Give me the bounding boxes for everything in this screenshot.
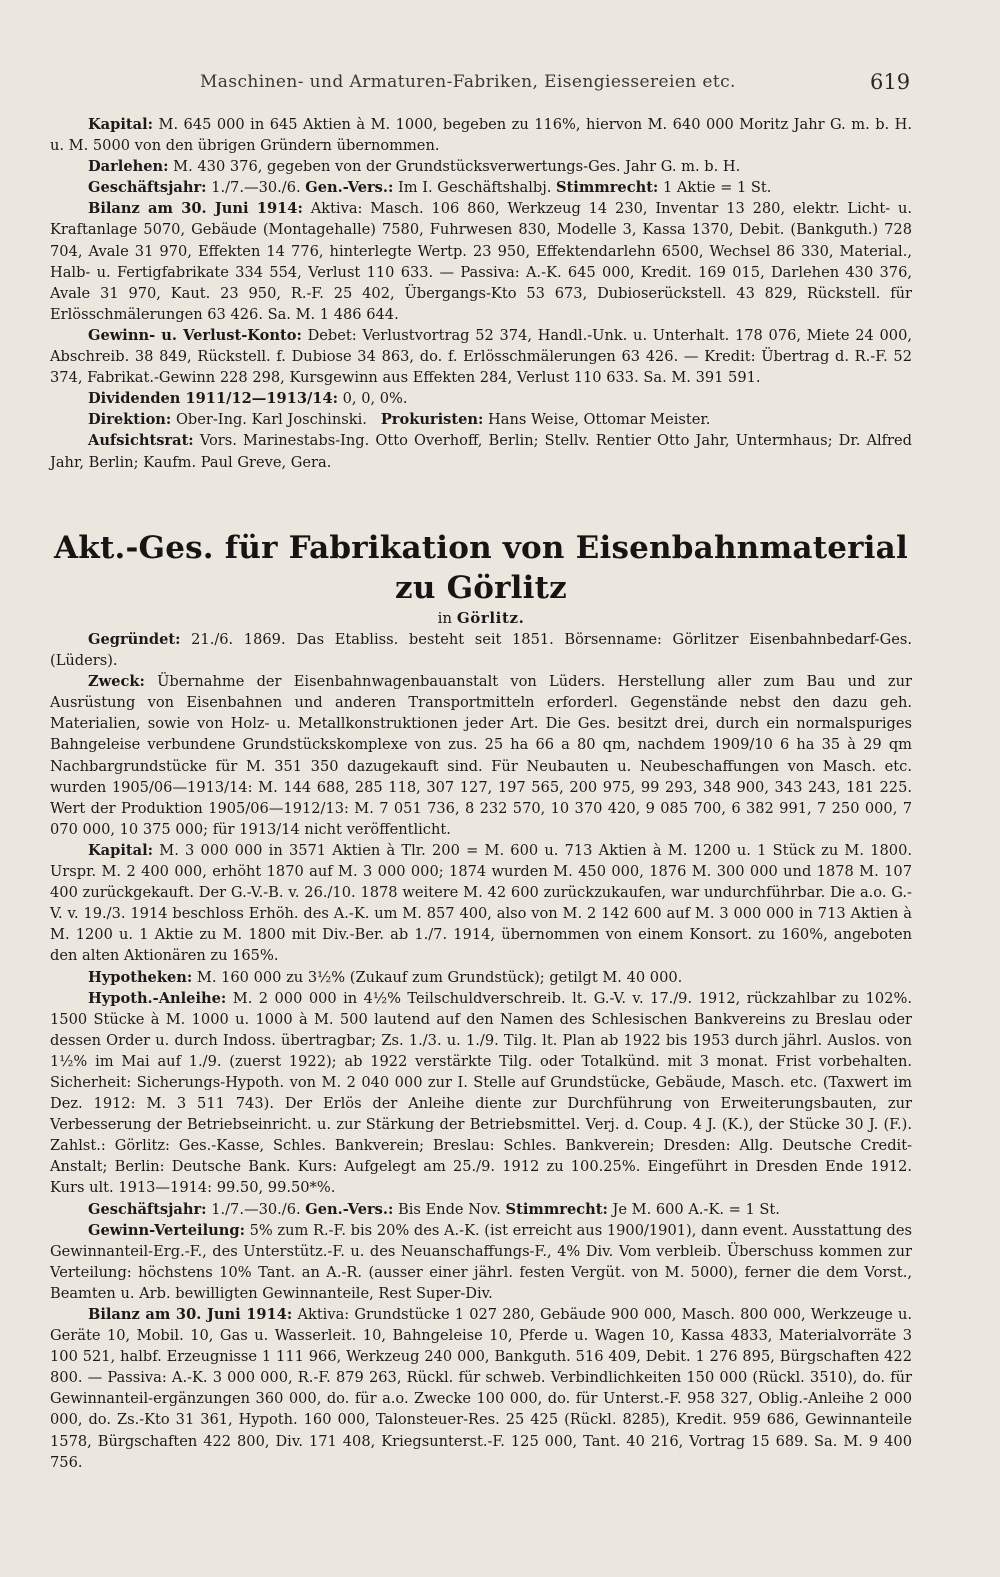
geschaeftsjahr-label: Geschäftsjahr: [88,1200,207,1218]
bilanz-paragraph [50,198,912,325]
dividenden-paragraph [50,388,912,409]
anleihe-paragraph [50,988,912,1199]
hypotheken-label: Hypotheken: [88,968,193,986]
section-previous-company [50,114,912,473]
bilanz-text: Aktiva: Grundstücke 1 027 280, Gebäude 900 000, Masch. 800 000, Werkzeuge u. Geräte 10, Mobil. 10, Gas u. Wasserleit. 10, Bahngeleise 10, Pferde u. Wagen 10, Kassa 4833, Materialvorräte 3 100 521, halbf. Erzeugnisse 1 111 966, Werkzeug 240 000, Bankguth. 516 409, Debit. 1 276 895, Bürgschaften 422 800. — Passiva: A.-K. 3 000 000, R.-F. 879 263, Rückl. für schweb. Verbindlichkeiten 150 000 (Rückl. 3510), do. für Gewinnanteil-ergänzungen 360 000, do. für a.o. Zwecke 100 000, do. für Unterst.-F. 958 327, Oblig.-Anleihe 2 000 000, do. Zs.-Kto 31 361, Hypoth. 160 000, Talonsteuer-Res. 25 425 (Rückl. 8285), Kredit. 959 686, Gewinnanteile 1578, Bürgschaften 422 800, Div. 171 408, Kriegsunterst.-F. 125 000, Tant. 40 216, Vortrag 15 689. Sa. M. 9 400 756. [50,1306,912,1471]
gen-vers-text: Bis Ende Nov. [398,1200,501,1218]
bilanz-label: Bilanz am 30. Juni 1914: [88,1306,293,1323]
gegruendet-paragraph [50,629,912,671]
page-number: 619 [870,70,911,94]
bilanz-label: Bilanz am 30. Juni 1914: [88,200,303,218]
kapital-paragraph [50,114,912,156]
aufsichtsrat-paragraph [50,430,912,472]
dividenden-text: 0, 0, 0%. [342,390,408,408]
stimmrecht-label: Stimmrecht: [505,1200,608,1218]
location-prefix: in [437,609,453,627]
gewinnverteilung-text: 5% zum R.-F. bis 20% des A.-K. (ist erreicht aus 1900/1901), dann event. Ausstattung des Gewinnanteil-Erg.-F., des Unterstütz.-F. u. des Neuanschaffungs-F., 4% Div. Vom verbleib. Überschuss kommen zur Verteilung: höchstens 10% Tant. an A.-R. (ausser einer jährl. festen Vergüt. von M. 5000), ferner die dem Vorst., Beamten u. Arb. bewilligten Gewinnanteile, Rest Super-Div. [50,1221,913,1302]
location-name: Görlitz. [456,609,525,627]
zweck-label: Zweck: [88,673,145,691]
gewinn-verlust-paragraph [50,325,912,388]
prokuristen-text: Hans Weise, Ottomar Meister. [488,411,711,429]
gegruendet-label: Gegründet: [88,631,181,648]
zweck-text: Übernahme der Eisenbahnwagenbauanstalt von Lüders. Herstellung aller zum Bau und zur Ausrüstung von Eisenbahnen und anderen Transportmitteln erforderl. Gegenstände nebst den dazu geh. Materialien, sowie von Holz- u. Metallkonstruktionen jeder Art. Die Ges. besitzt drei, durch ein normalspuriges Bahngeleise verbundene Grundstückskomplexe von zus. 25 ha 66 a 80 qm, nachdem 1909/10 6 ha 35 à 29 qm Nachbargrundstücke für M. 351 350 dazugekauft sind. Für Neubauten u. Neubeschaffungen von Masch. etc. wurden 1905/06—1913/14: M. 144 688, 285 118, 307 127, 197 565, 200 975, 99 293, 348 900, 343 243, 181 225. Wert der Produktion 1905/06—1912/13: M. 7 051 736, 8 232 570, 10 370 420, 9 085 700, 6 382 991, 7 250 000, 7 070 000, 10 375 000; für 1913/14 nicht veröffentlicht. [50,673,912,838]
aufsichtsrat-label: Aufsichtsrat: [88,432,194,450]
geschaeftsjahr-paragraph [50,1199,912,1220]
anleihe-text: M. 2 000 000 in 4½% Teilschuldverschreib. lt. G.-V. v. 17./9. 1912, rückzahlbar zu 102%. 1500 Stücke à M. 1000 u. 1000 à M. 500 lautend auf den Namen des Schlesischen Bankvereins zu Breslau oder dessen Order u. durch Indoss. übertragbar; Zs. 1./3. u. 1./9. Tilg. lt. Plan ab 1922 bis 1953 durch jährl. Auslos. von 1½% im Mai auf 1./9. (zuerst 1922); ab 1922 verstärkte Tilg. oder Totalkünd. mit 3 monat. Frist vorbehalten. Sicherheit: Sicherungs-Hypoth. von M. 2 040 000 zur I. Stelle auf Grundstücke, Gebäude, Masch. etc. (Taxwert im Dez. 1912: M. 3 511 743). Der Erlös der Anleihe diente zur Durchführung von Erweiterungsbauten, zur Verbesserung der Betriebseinricht. u. zur Stärkung der Betriebsmittel. Verj. d. Coup. 4 J. (K.), der Stücke 30 J. (F.). Zahlst.: Görlitz: Ges.-Kasse, Schles. Bankverein; Breslau: Schles. Bankverein; Dresden: Allg. Deutsche Credit-Anstalt; Berlin: Deutsche Bank. Kurs: Aufgelegt am 25./9. 1912 zu 100.25%. Eingeführt in Dresden Ende 1912. Kurs ult. 1913—1914: 99.50, 99.50*%. [50,989,912,1197]
gewinnverteilung-label: Gewinn-Verteilung: [88,1221,245,1239]
running-title: Maschinen- und Armaturen-Fabriken, Eisengiessereien etc. [200,72,736,92]
stimmrecht-text: 1 Aktie = 1 St. [662,179,772,197]
gewinn-verlust-text: Debet: Verlustvortrag 52 374, Handl.-Unk. u. Unterhalt. 178 076, Miete 24 000, Abschreib. 38 849, Rückstell. f. Dubiose 34 863, do. f. Erlösschmälerungen 63 426. — Kredit: Übertrag d. R.-F. 52 374, Fabrikat.-Gewinn 228 298, Kursgewinn aus Effekten 284, Verlust 110 633. Sa. M. 391 591. [50,326,913,387]
direktion-text: Ober-Ing. Karl Joschinski. [175,411,367,429]
kapital-label: Kapital: [88,841,154,859]
kapital-text: M. 645 000 in 645 Aktien à M. 1000, begeben zu 116%, hiervon M. 640 000 Moritz Jahr G. m. b. H. u. M. 5000 von den übrigen Gründern übernommen. [50,116,913,155]
aufsichtsrat-text: Vors. Marinestabs-Ing. Otto Overhoff, Berlin; Stellv. Rentier Otto Jahr, Untermhaus; Dr. Alfred Jahr, Berlin; Kaufm. Paul Greve, Gera. [50,432,913,471]
dividenden-label: Dividenden 1911/12—1913/14: [88,390,338,408]
geschaeftsjahr-text: 1./7.—30./6. [211,1200,301,1218]
direktion-label: Direktion: [88,411,172,429]
gen-vers-text: Im I. Geschäftshalbj. [398,179,552,197]
kapital-text: M. 3 000 000 in 3571 Aktien à Tlr. 200 = M. 600 u. 713 Aktien à M. 1200 u. 1 Stück zu M. 1800. Urspr. M. 2 400 000, erhöht 1870 auf M. 3 000 000; 1874 wurden M. 450 000, 1876 M. 300 000 und 1878 M. 107 400 zurückgekauft. Der G.-V.-B. v. 26./10. 1878 weitere M. 42 600 zurückzukaufen, war undurchführbar. Die a.o. G.-V. v. 19./3. 1914 beschloss Erhöh. des A.-K. um M. 857 400, also von M. 2 142 600 auf M. 3 000 000 in 713 Aktien à M. 1200 u. 1 Aktie zu M. 1800 mit Div.-Ber. ab 1./7. 1914, übernommen von einem Konsort. zu 160%, angeboten den alten Aktionären zu 165%. [50,841,913,965]
geschaeftsjahr-label: Geschäftsjahr: [88,179,207,197]
geschaeftsjahr-paragraph [50,177,912,198]
kapital-label: Kapital: [88,116,154,133]
gewinn-verlust-label: Gewinn- u. Verlust-Konto: [88,326,302,344]
gewinnverteilung-paragraph [50,1220,912,1304]
direktion-paragraph [50,409,912,430]
stimmrecht-text: Je M. 600 A.-K. = 1 St. [612,1200,780,1218]
hypotheken-paragraph [50,967,912,988]
kapital-paragraph [50,840,912,967]
darlehen-paragraph [50,156,912,177]
company-title: Akt.-Ges. für Fabrikation von Eisenbahnmaterial zu Görlitz [54,530,908,606]
geschaeftsjahr-text: 1./7.—30./6. [211,179,301,197]
hypotheken-text: M. 160 000 zu 3½% (Zukauf zum Grundstück); getilgt M. 40 000. [196,968,683,986]
anleihe-label: Hypoth.-Anleihe: [88,989,227,1007]
stimmrecht-label: Stimmrecht: [556,179,659,197]
zweck-paragraph [50,671,912,840]
bilanz-paragraph [50,1304,912,1473]
section-goerlitz-company [50,528,912,1473]
bilanz-text: Aktiva: Masch. 106 860, Werkzeug 14 230, Inventar 13 280, elektr. Licht- u. Kraftanlage 5070, Gebäude (Montagehalle) 7580, Fuhrwesen 830, Modelle 3, Kassa 1370, Debit. (Bankguth.) 728 704, Avale 31 970, Effekten 14 776, hinterlegte Wertp. 23 950, Effektendarlehn 6500, Wechsel 86 330, Material., Halb- u. Fertigfabrikate 334 554, Verlust 110 633. — Passiva: A.-K. 645 000, Kredit. 169 015, Darlehen 430 376, Avale 31 970, Kaut. 23 950, R.-F. 25 402, Übergangs-Kto 53 673, Dubioserückstell. 43 829, Rückstell. für Erlösschmälerungen 63 426. Sa. M. 1 486 644. [50,200,913,323]
company-location [50,608,912,629]
prokuristen-label: Prokuristen: [380,411,484,429]
darlehen-text: M. 430 376, gegeben von der Grundstücksverwertungs-Ges. Jahr G. m. b. H. [173,158,741,176]
darlehen-label: Darlehen: [88,158,169,176]
gegruendet-text: 21./6. 1869. Das Etabliss. besteht seit 1851. Börsenname: Görlitzer Eisenbahnbedarf-Ges. (Lüders). [50,631,913,670]
gen-vers-label: Gen.-Vers.: [305,1200,394,1218]
gen-vers-label: Gen.-Vers.: [305,179,394,197]
page-header [0,68,1000,102]
